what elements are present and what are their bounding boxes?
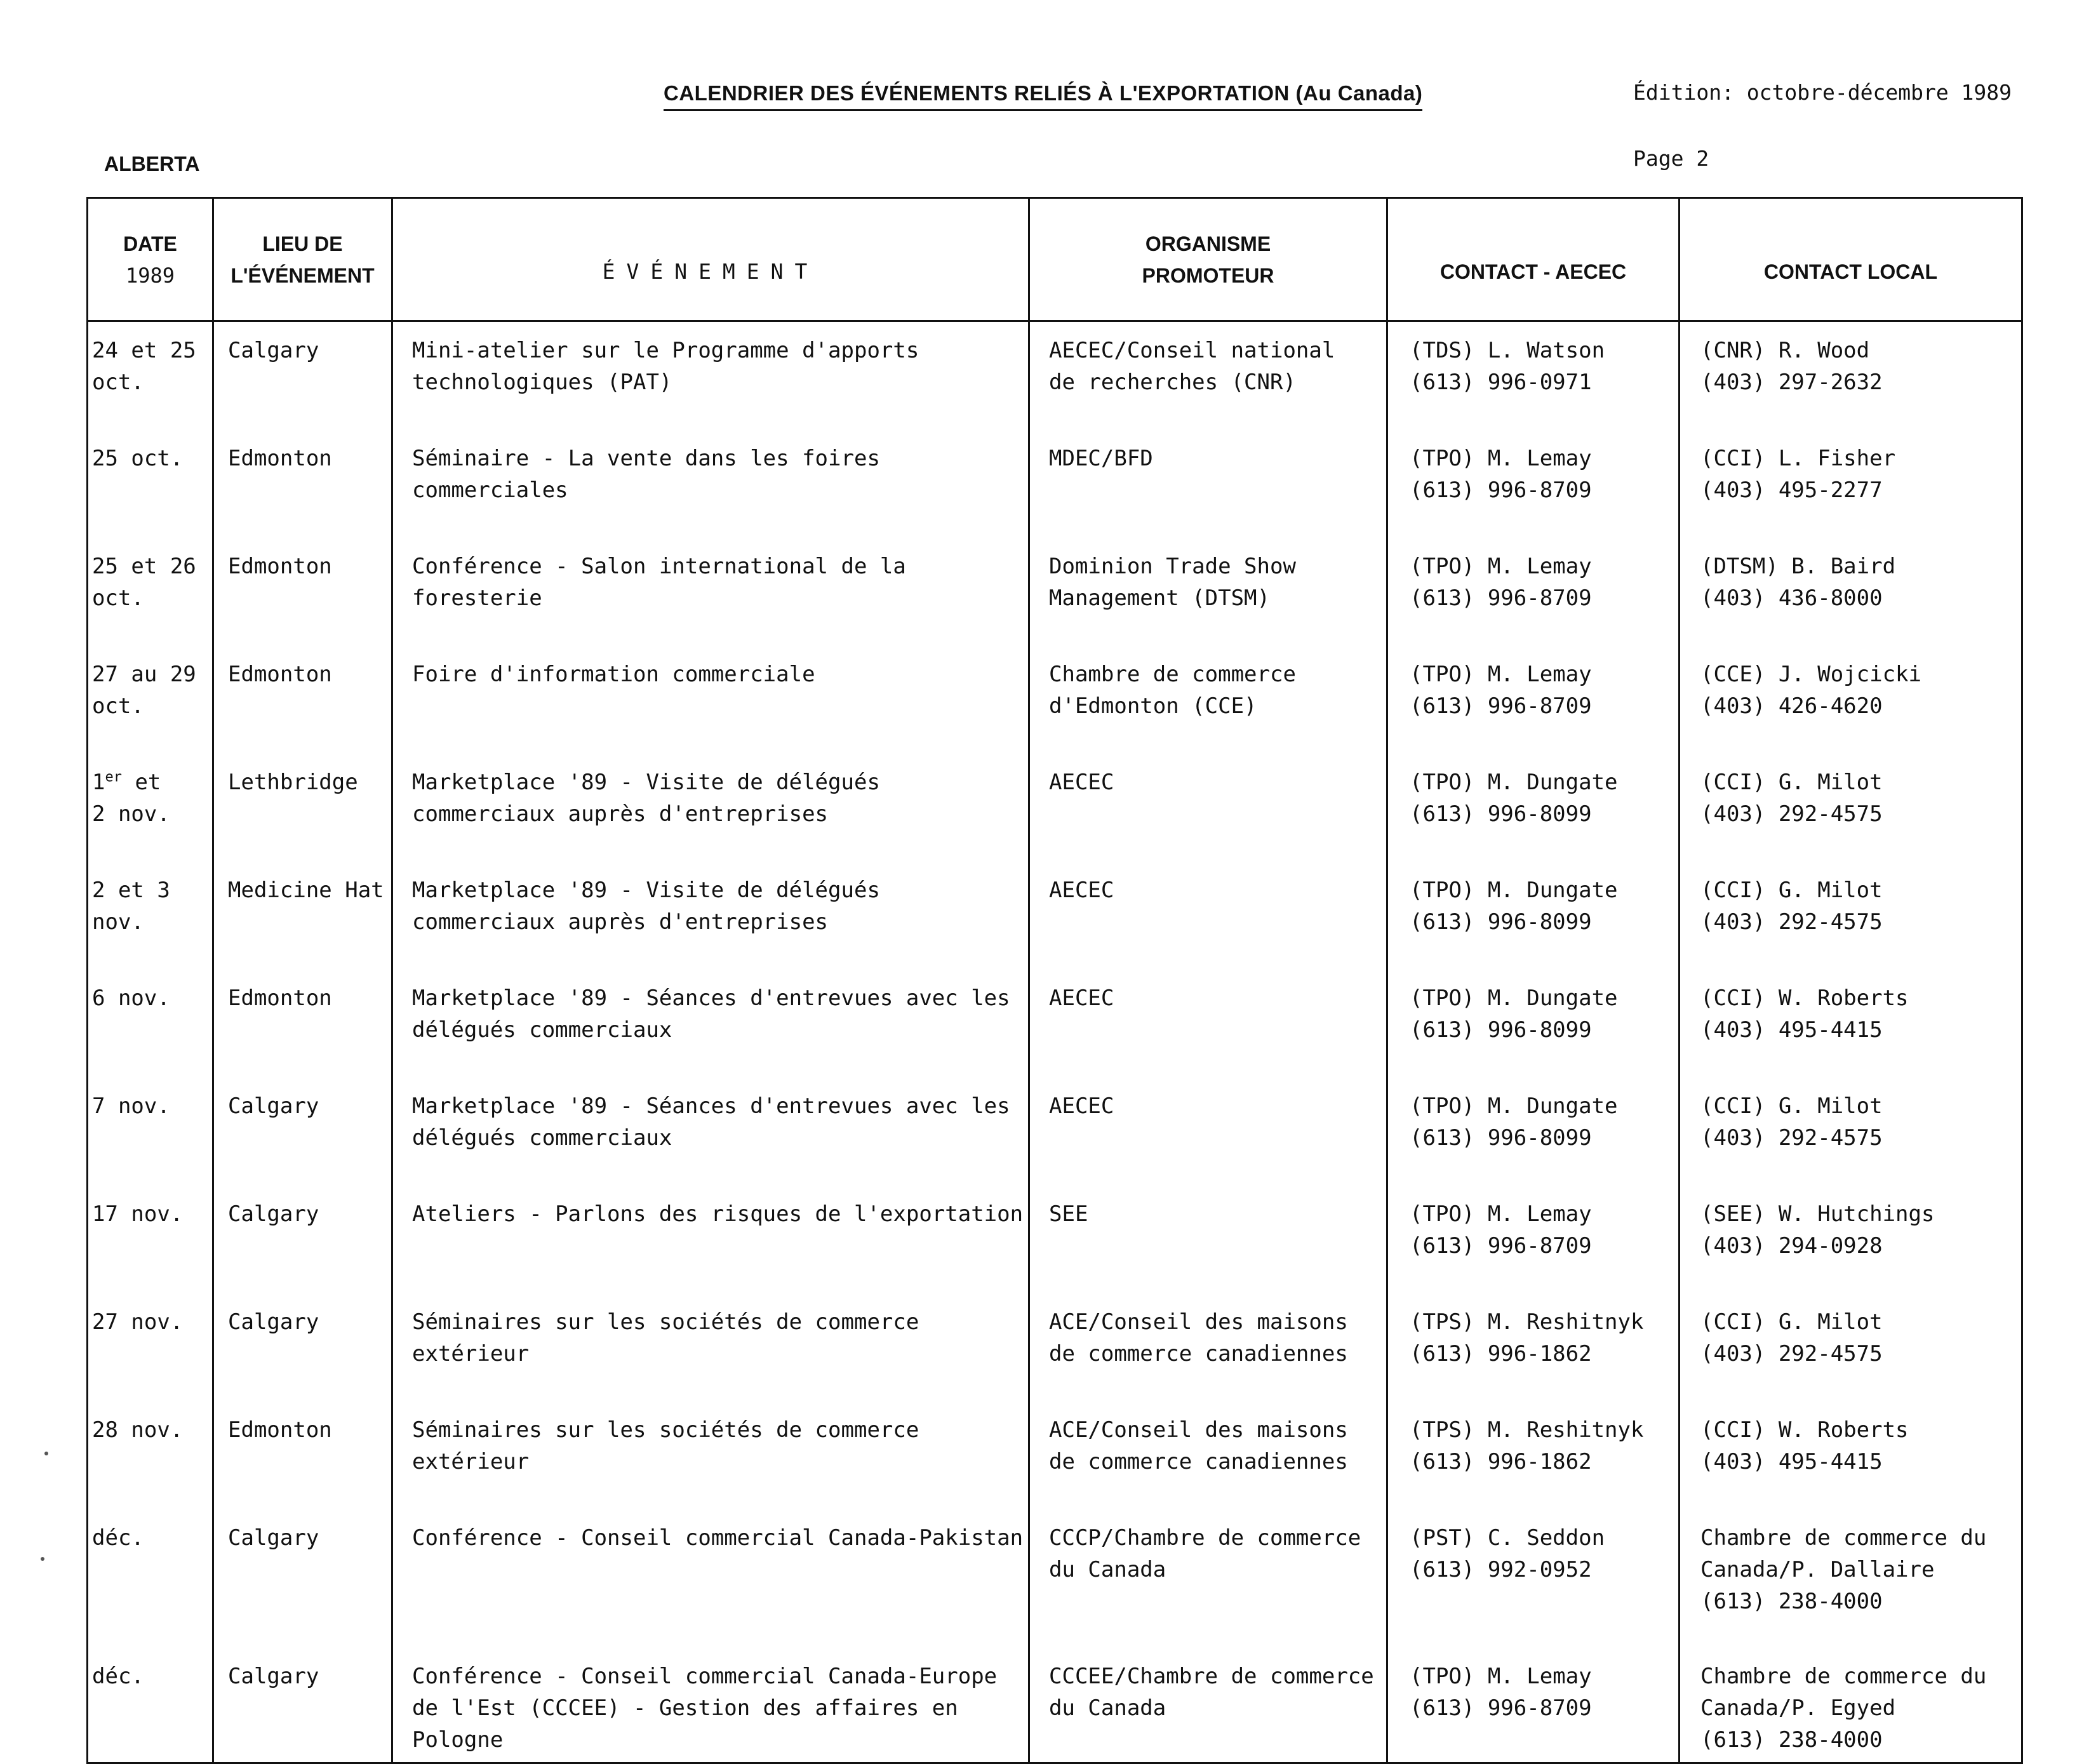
cell-lieu [213, 862, 392, 970]
cell-evenement [392, 430, 1029, 538]
cell-lieu-line: Edmonton [228, 446, 332, 471]
cell-contact-local-line: (403) 297-2632 [1700, 370, 1883, 395]
cell-contact-aecec [1387, 1401, 1680, 1509]
col-header-organisme-line2: PROMOTEUR [1142, 264, 1274, 287]
cell-lieu-line: Calgary [228, 1093, 319, 1119]
cell-lieu [213, 970, 392, 1078]
cell-lieu-line: Edmonton [228, 662, 332, 687]
cell-date-line: 25 et 26 [92, 554, 196, 579]
cell-organisme [1029, 1509, 1387, 1648]
cell-date-line: 27 nov. [92, 1309, 184, 1335]
cell-contact-local-line: (CCE) J. Wojcicki [1700, 662, 1921, 687]
table-header-row [88, 198, 2022, 321]
cell-organisme [1029, 321, 1387, 431]
cell-organisme-line: d'Edmonton (CCE) [1049, 693, 1257, 719]
cell-lieu [213, 1401, 392, 1509]
cell-contact-local [1680, 862, 2022, 970]
col-header-lieu [213, 198, 392, 321]
cell-lieu [213, 1509, 392, 1648]
cell-contact-local-line: (613) 238-4000 [1700, 1589, 1883, 1614]
cell-contact-local-line: (CCI) G. Milot [1700, 1309, 1883, 1335]
col-header-evenement: ÉVÉNEMENT [392, 198, 1029, 321]
cell-evenement-line: commerciales [412, 478, 568, 503]
cell-lieu [213, 1648, 392, 1763]
cell-contact-aecec-line: (TPO) M. Lemay [1410, 1201, 1592, 1227]
cell-contact-local-line: (SEE) W. Hutchings [1700, 1201, 1935, 1227]
cell-organisme [1029, 646, 1387, 754]
cell-contact-aecec [1387, 970, 1680, 1078]
cell-contact-aecec-line: (613) 996-8709 [1410, 693, 1592, 719]
cell-contact-aecec-line: (613) 996-8099 [1410, 909, 1592, 935]
cell-contact-local-line: (403) 292-4575 [1700, 909, 1883, 935]
cell-organisme-line: Management (DTSM) [1049, 585, 1270, 611]
cell-organisme-line: AECEC/Conseil national [1049, 338, 1335, 363]
table-row [88, 1293, 2022, 1401]
cell-contact-aecec-line: (TPO) M. Dungate [1410, 986, 1618, 1011]
cell-contact-local-line: (CCI) W. Roberts [1700, 1417, 1909, 1443]
cell-lieu-line: Calgary [228, 1664, 319, 1689]
col-header-date-label: DATE [123, 232, 177, 255]
cell-organisme-line: du Canada [1049, 1557, 1166, 1582]
cell-organisme [1029, 1401, 1387, 1509]
cell-organisme-line: ACE/Conseil des maisons [1049, 1417, 1348, 1443]
cell-evenement-line: Marketplace '89 - Séances d'entrevues avec les [412, 986, 1010, 1011]
cell-evenement [392, 538, 1029, 646]
cell-evenement-line: Foire d'information commerciale [412, 662, 815, 687]
cell-contact-aecec-line: (TPO) M. Dungate [1410, 1093, 1618, 1119]
cell-contact-local-line: (CCI) G. Milot [1700, 878, 1883, 903]
cell-contact-aecec-line: (613) 992-0952 [1410, 1557, 1592, 1582]
cell-organisme [1029, 1293, 1387, 1401]
cell-evenement-line: Marketplace '89 - Séances d'entrevues avec les [412, 1093, 1010, 1119]
table-row [88, 970, 2022, 1078]
cell-contact-local [1680, 1078, 2022, 1186]
cell-evenement [392, 321, 1029, 431]
cell-date-line: 17 nov. [92, 1201, 184, 1227]
cell-contact-local-line: (403) 426-4620 [1700, 693, 1883, 719]
cell-contact-local [1680, 970, 2022, 1078]
cell-contact-aecec-line: (613) 996-8709 [1410, 1695, 1592, 1721]
cell-organisme [1029, 1078, 1387, 1186]
cell-date [88, 1509, 213, 1648]
cell-contact-aecec-line: (613) 996-1862 [1410, 1341, 1592, 1366]
cell-date [88, 1078, 213, 1186]
cell-date-line: déc. [92, 1525, 144, 1551]
cell-contact-local-line: (403) 292-4575 [1700, 1125, 1883, 1151]
scan-speck [41, 1557, 44, 1561]
col-header-organisme-line1: ORGANISME [1145, 232, 1271, 255]
cell-contact-aecec-line: (TPO) M. Lemay [1410, 554, 1592, 579]
cell-contact-aecec-line: (TPS) M. Reshitnyk [1410, 1309, 1644, 1335]
cell-contact-aecec-line: (TPO) M. Dungate [1410, 878, 1618, 903]
cell-contact-local-line: (613) 238-4000 [1700, 1727, 1883, 1753]
cell-contact-aecec-line: (613) 996-8099 [1410, 1125, 1592, 1151]
table-row [88, 538, 2022, 646]
cell-contact-aecec-line: (613) 996-8709 [1410, 478, 1592, 503]
cell-contact-aecec [1387, 1078, 1680, 1186]
col-header-contact-aecec: CONTACT - AECEC [1387, 198, 1680, 321]
cell-organisme-line: MDEC/BFD [1049, 446, 1153, 471]
table-row [88, 862, 2022, 970]
cell-lieu [213, 1293, 392, 1401]
cell-lieu-line: Lethbridge [228, 770, 358, 795]
cell-evenement-line: commerciaux auprès d'entreprises [412, 909, 829, 935]
cell-contact-local [1680, 646, 2022, 754]
cell-evenement [392, 1293, 1029, 1401]
cell-date [88, 1401, 213, 1509]
scan-speck [44, 1452, 48, 1455]
cell-contact-local [1680, 1648, 2022, 1763]
cell-evenement-line: Pologne [412, 1727, 504, 1753]
cell-evenement-line: Séminaires sur les sociétés de commerce [412, 1309, 919, 1335]
cell-evenement-line: délégués commerciaux [412, 1125, 672, 1151]
cell-lieu-line: Calgary [228, 1201, 319, 1227]
cell-evenement [392, 754, 1029, 862]
cell-contact-aecec-line: (TPO) M. Lemay [1410, 1664, 1592, 1689]
cell-organisme-line: SEE [1049, 1201, 1088, 1227]
cell-date-line: 7 nov. [92, 1093, 170, 1119]
cell-date-line: 28 nov. [92, 1417, 184, 1443]
cell-contact-aecec [1387, 1509, 1680, 1648]
cell-contact-local [1680, 754, 2022, 862]
cell-evenement [392, 970, 1029, 1078]
cell-date [88, 862, 213, 970]
cell-organisme-line: CCCP/Chambre de commerce [1049, 1525, 1361, 1551]
cell-contact-aecec [1387, 538, 1680, 646]
cell-contact-aecec-line: (TDS) L. Watson [1410, 338, 1605, 363]
cell-contact-local-line: (CCI) W. Roberts [1700, 986, 1909, 1011]
cell-contact-aecec [1387, 1648, 1680, 1763]
cell-contact-aecec-line: (613) 996-8709 [1410, 1233, 1592, 1259]
cell-date [88, 646, 213, 754]
table-row [88, 1186, 2022, 1293]
ordinal-superscript: er [105, 769, 122, 785]
cell-contact-aecec [1387, 430, 1680, 538]
table-row [88, 1648, 2022, 1763]
cell-date-line: 25 oct. [92, 446, 184, 471]
events-table [86, 197, 2023, 1764]
cell-organisme [1029, 862, 1387, 970]
cell-organisme-line: du Canada [1049, 1695, 1166, 1721]
cell-contact-aecec-line: (613) 996-8709 [1410, 585, 1592, 611]
cell-contact-local-line: (403) 495-4415 [1700, 1449, 1883, 1474]
cell-contact-aecec-line: (613) 996-8099 [1410, 801, 1592, 827]
cell-lieu-line: Edmonton [228, 554, 332, 579]
cell-organisme-line: de commerce canadiennes [1049, 1449, 1348, 1474]
cell-evenement [392, 1648, 1029, 1763]
cell-evenement-line: extérieur [412, 1341, 530, 1366]
cell-lieu [213, 538, 392, 646]
cell-evenement-line: commerciaux auprès d'entreprises [412, 801, 829, 827]
cell-date [88, 1293, 213, 1401]
cell-organisme-line: CCCEE/Chambre de commerce [1049, 1664, 1374, 1689]
cell-evenement-line: Mini-atelier sur le Programme d'apports [412, 338, 919, 363]
cell-evenement [392, 1401, 1029, 1509]
cell-contact-local-line: Chambre de commerce du [1700, 1664, 1987, 1689]
col-header-lieu-line1: LIEU DE [262, 232, 343, 255]
cell-date [88, 1186, 213, 1293]
cell-evenement-line: Séminaire - La vente dans les foires [412, 446, 880, 471]
cell-contact-local-line: (403) 495-2277 [1700, 478, 1883, 503]
col-header-contact-local: CONTACT LOCAL [1680, 198, 2022, 321]
cell-contact-aecec [1387, 321, 1680, 431]
cell-contact-aecec-line: (613) 996-0971 [1410, 370, 1592, 395]
cell-evenement [392, 1078, 1029, 1186]
cell-contact-local [1680, 1293, 2022, 1401]
cell-organisme [1029, 538, 1387, 646]
cell-organisme-line: AECEC [1049, 770, 1114, 795]
cell-date-line: 1er et [92, 769, 161, 795]
cell-evenement-line: Conférence - Salon international de la [412, 554, 906, 579]
cell-date-line: oct. [92, 370, 144, 395]
col-header-lieu-line2: L'ÉVÉNEMENT [230, 264, 375, 287]
cell-contact-local [1680, 538, 2022, 646]
table-row [88, 1509, 2022, 1648]
cell-evenement-line: Conférence - Conseil commercial Canada-Europe [412, 1664, 998, 1689]
cell-date-line: 2 nov. [92, 801, 170, 827]
cell-contact-local [1680, 321, 2022, 431]
cell-lieu-line: Edmonton [228, 986, 332, 1011]
cell-contact-local-line: (403) 292-4575 [1700, 1341, 1883, 1366]
cell-evenement [392, 646, 1029, 754]
cell-date-line: 27 au 29 [92, 662, 196, 687]
table-row [88, 430, 2022, 538]
cell-date [88, 1648, 213, 1763]
cell-evenement-line: Ateliers - Parlons des risques de l'exportation [412, 1201, 1024, 1227]
cell-lieu [213, 646, 392, 754]
cell-lieu [213, 754, 392, 862]
cell-contact-local-line: Chambre de commerce du [1700, 1525, 1987, 1551]
cell-contact-aecec-line: (TPS) M. Reshitnyk [1410, 1417, 1644, 1443]
cell-contact-aecec [1387, 1186, 1680, 1293]
cell-lieu-line: Edmonton [228, 1417, 332, 1443]
cell-lieu [213, 321, 392, 431]
cell-organisme-line: de recherches (CNR) [1049, 370, 1296, 395]
cell-contact-local-line: (CCI) G. Milot [1700, 770, 1883, 795]
cell-contact-aecec-line: (613) 996-1862 [1410, 1449, 1592, 1474]
cell-contact-local-line: (CNR) R. Wood [1700, 338, 1870, 363]
cell-contact-local-line: (403) 436-8000 [1700, 585, 1883, 611]
cell-contact-local-line: (CCI) G. Milot [1700, 1093, 1883, 1119]
cell-date-line: 24 et 25 [92, 338, 196, 363]
cell-contact-local [1680, 430, 2022, 538]
cell-organisme-line: AECEC [1049, 986, 1114, 1011]
cell-evenement-line: technologiques (PAT) [412, 370, 672, 395]
cell-contact-aecec-line: (613) 996-8099 [1410, 1017, 1592, 1043]
cell-evenement-line: foresterie [412, 585, 542, 611]
cell-contact-aecec-line: (TPO) M. Lemay [1410, 662, 1592, 687]
cell-lieu [213, 1078, 392, 1186]
table-row [88, 1401, 2022, 1509]
cell-contact-aecec [1387, 754, 1680, 862]
cell-organisme [1029, 1186, 1387, 1293]
cell-lieu [213, 1186, 392, 1293]
cell-contact-aecec [1387, 862, 1680, 970]
table-body [88, 321, 2022, 1763]
cell-contact-local [1680, 1401, 2022, 1509]
province-heading: ALBERTA [104, 152, 200, 175]
cell-date [88, 754, 213, 862]
cell-evenement-line: extérieur [412, 1449, 530, 1474]
cell-date-line: 6 nov. [92, 986, 170, 1011]
cell-contact-local-line: (403) 292-4575 [1700, 801, 1883, 827]
cell-organisme-line: de commerce canadiennes [1049, 1341, 1348, 1366]
cell-evenement [392, 1186, 1029, 1293]
cell-organisme-line: Chambre de commerce [1049, 662, 1296, 687]
cell-contact-local-line: Canada/P. Egyed [1700, 1695, 1896, 1721]
cell-lieu-line: Calgary [228, 1309, 319, 1335]
cell-date-line: nov. [92, 909, 144, 935]
col-header-date-year: 1989 [125, 263, 175, 288]
cell-evenement-line: délégués commerciaux [412, 1017, 672, 1043]
cell-evenement-line: Marketplace '89 - Visite de délégués [412, 878, 880, 903]
cell-organisme-line: AECEC [1049, 1093, 1114, 1119]
cell-organisme [1029, 1648, 1387, 1763]
cell-contact-aecec-line: (TPO) M. Dungate [1410, 770, 1618, 795]
cell-date-line: déc. [92, 1664, 144, 1689]
edition-label: Édition: octobre-décembre 1989 [1633, 80, 2012, 105]
cell-contact-local [1680, 1509, 2022, 1648]
table-row [88, 321, 2022, 431]
cell-contact-local-line: (403) 495-4415 [1700, 1017, 1883, 1043]
cell-contact-aecec [1387, 646, 1680, 754]
cell-date [88, 970, 213, 1078]
cell-organisme [1029, 754, 1387, 862]
cell-date [88, 430, 213, 538]
cell-organisme-line: AECEC [1049, 878, 1114, 903]
cell-evenement-line: Marketplace '89 - Visite de délégués [412, 770, 880, 795]
cell-organisme [1029, 430, 1387, 538]
cell-contact-local-line: (403) 294-0928 [1700, 1233, 1883, 1259]
document-title: CALENDRIER DES ÉVÉNEMENTS RELIÉS À L'EXPORTATION (Au Canada) [664, 81, 1422, 111]
cell-contact-aecec [1387, 1293, 1680, 1401]
cell-date [88, 321, 213, 431]
cell-date [88, 538, 213, 646]
cell-contact-local-line: (DTSM) B. Baird [1700, 554, 1896, 579]
cell-date-line: oct. [92, 585, 144, 611]
cell-evenement [392, 1509, 1029, 1648]
cell-evenement [392, 862, 1029, 970]
table-row [88, 754, 2022, 862]
cell-contact-local [1680, 1186, 2022, 1293]
cell-lieu-line: Calgary [228, 338, 319, 363]
cell-evenement-line: Séminaires sur les sociétés de commerce [412, 1417, 919, 1443]
cell-lieu [213, 430, 392, 538]
cell-contact-aecec-line: (TPO) M. Lemay [1410, 446, 1592, 471]
page-number: Page 2 [1633, 146, 1709, 171]
table-row [88, 646, 2022, 754]
cell-organisme-line: ACE/Conseil des maisons [1049, 1309, 1348, 1335]
cell-evenement-line: Conférence - Conseil commercial Canada-Pakistan [412, 1525, 1024, 1551]
cell-date-line: oct. [92, 693, 144, 719]
col-header-date [88, 198, 213, 321]
cell-organisme [1029, 970, 1387, 1078]
cell-contact-local-line: (CCI) L. Fisher [1700, 446, 1896, 471]
cell-contact-aecec-line: (PST) C. Seddon [1410, 1525, 1605, 1551]
cell-date-line: 2 et 3 [92, 878, 170, 903]
cell-organisme-line: Dominion Trade Show [1049, 554, 1296, 579]
cell-lieu-line: Calgary [228, 1525, 319, 1551]
col-header-organisme [1029, 198, 1387, 321]
cell-evenement-line: de l'Est (CCCEE) - Gestion des affaires en [412, 1695, 958, 1721]
cell-contact-local-line: Canada/P. Dallaire [1700, 1557, 1935, 1582]
cell-lieu-line: Medicine Hat [228, 878, 384, 903]
table-row [88, 1078, 2022, 1186]
